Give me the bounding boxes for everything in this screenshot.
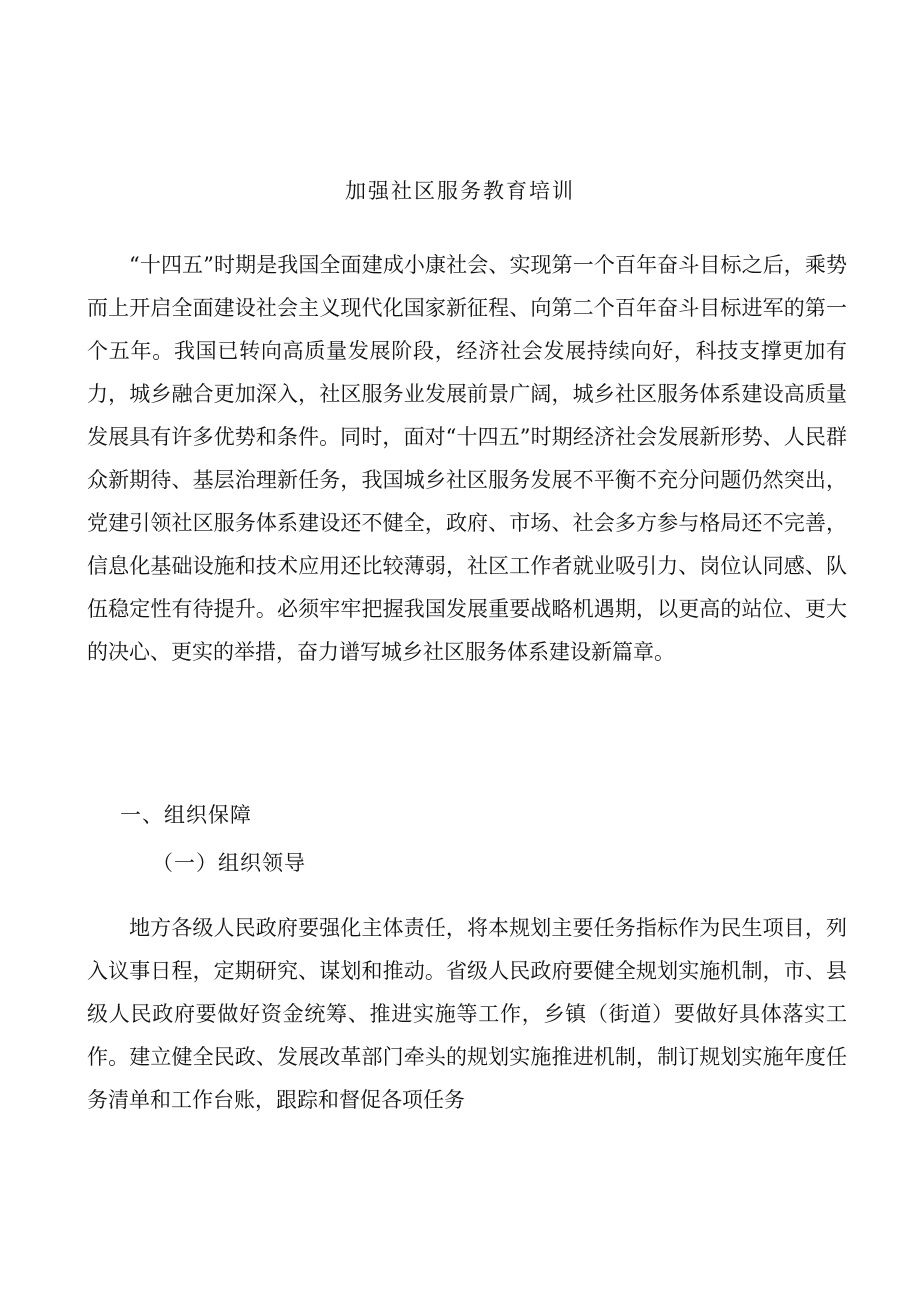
document-title: 加强社区服务教育培训 [345, 179, 575, 203]
intro-paragraph: “十四五”时期是我国全面建成小康社会、实现第一个百年奋斗目标之后，乘势而上开启全面建设社会主义现代化国家新征程、向第二个百年奋斗目标进军的第一个五年。我国已转向高质量发展阶段，经济社会发展持续向好，科技支撑更加有力，城乡融合更加深入，社区服务业发展前景广阔，城乡社区服务体系建设高质量发展具有许多优势和条件。同时，面对“十四五”时期经济社会发展新形势、人民群众新期待、基层治理新任务，我国城乡社区服务发展不平衡不充分问题仍然突出，党建引领社区服务体系建设还不健全，政府、市场、社会多方参与格局还不完善，信息化基础设施和技术应用还比较薄弱，社区工作者就业吸引力、岗位认同感、队伍稳定性有待提升。必须牢牢把握我国发展重要战略机遇期，以更高的站位、更大的决心、更实的举措，奋力谱写城乡社区服务体系建设新篇章。 [87, 253, 847, 664]
organization-leadership-paragraph: 地方各级人民政府要强化主体责任，将本规划主要任务指标作为民生项目，列入议事日程，定期研究、谋划和推动。省级人民政府要健全规划实施机制，市、县级人民政府要做好资金统筹、推进实施等工作，乡镇（街道）要做好具体落实工作。建立健全民政、发展改革部门牵头的规划实施推进机制，制订规划实施年度任务清单和工作台账，跟踪和督促各项任务 [87, 916, 847, 1112]
section-heading: 一、组织保障 [120, 803, 252, 827]
subsection-heading: （一）组织领导 [152, 851, 306, 875]
